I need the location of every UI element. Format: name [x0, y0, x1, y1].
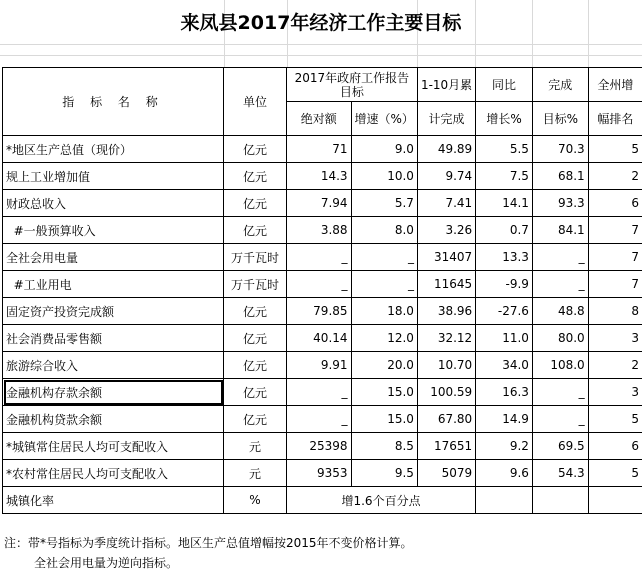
cell-yoy[interactable]: 16.3	[476, 379, 533, 406]
cell-ytd[interactable]: 3.26	[417, 217, 475, 244]
cell-yoy[interactable]: 0.7	[476, 217, 533, 244]
cell-ytd[interactable]: 32.12	[417, 325, 475, 352]
cell-unit[interactable]: 亿元	[224, 406, 287, 433]
cell-ytd[interactable]: 31407	[417, 244, 475, 271]
footnote-line-2: 全社会用电量为逆向指标。	[34, 556, 179, 570]
cell-yoy[interactable]: 34.0	[476, 352, 533, 379]
cell-name[interactable]: *城镇常住居民人均可支配收入	[3, 433, 224, 460]
cell-abs[interactable]: _	[286, 244, 351, 271]
cell-rank[interactable]: 3	[588, 325, 642, 352]
cell-done[interactable]: 108.0	[532, 352, 588, 379]
cell-growth[interactable]: 8.0	[351, 217, 417, 244]
cell-growth[interactable]: 9.5	[351, 460, 417, 487]
cell-abs[interactable]: 71	[286, 136, 351, 163]
header-ytd-top[interactable]: 1-10月累	[417, 68, 475, 102]
header-ytd-bottom[interactable]: 计完成	[417, 102, 475, 136]
cell-growth[interactable]: 12.0	[351, 325, 417, 352]
cell-growth[interactable]: 9.0	[351, 136, 417, 163]
cell-name[interactable]: #一般预算收入	[3, 217, 224, 244]
cell-growth[interactable]: 18.0	[351, 298, 417, 325]
footnote	[4, 533, 413, 573]
table-row	[3, 406, 642, 433]
table-row	[3, 298, 642, 325]
header-yoy-top[interactable]: 同比	[476, 68, 533, 102]
cell-name[interactable]: *农村常住居民人均可支配收入	[3, 460, 224, 487]
cell-rank[interactable]: 7	[588, 271, 642, 298]
urban-done[interactable]	[532, 487, 588, 514]
cell-name[interactable]: *地区生产总值（现价）	[3, 136, 224, 163]
cell-yoy[interactable]: 9.2	[476, 433, 533, 460]
header-rank-bottom[interactable]: 幅排名	[588, 102, 642, 136]
cell-name[interactable]: 全社会用电量	[3, 244, 224, 271]
table-row	[3, 352, 642, 379]
cell-unit[interactable]: 亿元	[224, 217, 287, 244]
table-row	[3, 190, 642, 217]
cell-done[interactable]: 80.0	[532, 325, 588, 352]
cell-done[interactable]: _	[532, 406, 588, 433]
cell-rank[interactable]: 5	[588, 136, 642, 163]
header-done-top[interactable]: 完成	[532, 68, 588, 102]
cell-abs[interactable]: 79.85	[286, 298, 351, 325]
cell-unit[interactable]: 亿元	[224, 379, 287, 406]
header-rank-top[interactable]: 全州增	[588, 68, 642, 102]
cell-abs[interactable]: 9353	[286, 460, 351, 487]
cell-abs[interactable]: 3.88	[286, 217, 351, 244]
data-rows	[3, 136, 642, 487]
urban-name[interactable]: 城镇化率	[3, 487, 224, 514]
cell-abs[interactable]: 40.14	[286, 325, 351, 352]
table-row	[3, 460, 642, 487]
cell-rank[interactable]: 6	[588, 433, 642, 460]
cell-unit[interactable]: 元	[224, 433, 287, 460]
cell-done[interactable]: _	[532, 271, 588, 298]
cell-rank[interactable]: 5	[588, 406, 642, 433]
footnote-line-1: 注：带*号指标为季度统计指标。地区生产总值增幅按2015年不变价格计算。	[4, 536, 413, 550]
table-row	[3, 379, 642, 406]
cell-unit[interactable]: 亿元	[224, 163, 287, 190]
cell-name[interactable]: 规上工业增加值	[3, 163, 224, 190]
cell-ytd[interactable]: 100.59	[417, 379, 475, 406]
sheet-title: 来凤县2017年经济工作主要目标	[180, 12, 462, 34]
cell-growth[interactable]: 20.0	[351, 352, 417, 379]
cell-name[interactable]: #工业用电	[3, 271, 224, 298]
header-indicator[interactable]: 指 标 名 称	[3, 68, 224, 136]
cell-growth[interactable]: 15.0	[351, 406, 417, 433]
cell-unit[interactable]: 亿元	[224, 136, 287, 163]
cell-done[interactable]: 69.5	[532, 433, 588, 460]
cell-name[interactable]: 旅游综合收入	[3, 352, 224, 379]
header-unit[interactable]: 单位	[224, 68, 287, 136]
cell-rank[interactable]: 8	[588, 298, 642, 325]
cell-name[interactable]: 社会消费品零售额	[3, 325, 224, 352]
cell-unit[interactable]: 万千瓦时	[224, 244, 287, 271]
cell-abs[interactable]: 7.94	[286, 190, 351, 217]
cell-growth[interactable]: _	[351, 244, 417, 271]
targets-table	[2, 67, 642, 514]
cell-name[interactable]: 财政总收入	[3, 190, 224, 217]
cell-unit[interactable]: 亿元	[224, 298, 287, 325]
cell-ytd[interactable]: 11645	[417, 271, 475, 298]
table-row	[3, 244, 642, 271]
cell-rank[interactable]: 2	[588, 352, 642, 379]
cell-name[interactable]: 固定资产投资完成额	[3, 298, 224, 325]
header-absolute[interactable]: 绝对额	[286, 102, 351, 136]
cell-unit[interactable]: 亿元	[224, 190, 287, 217]
cell-done[interactable]: 48.8	[532, 298, 588, 325]
cell-yoy[interactable]: 5.5	[476, 136, 533, 163]
cell-ytd[interactable]: 67.80	[417, 406, 475, 433]
header-growth[interactable]: 增速（%）	[351, 102, 417, 136]
cell-unit[interactable]: 亿元	[224, 325, 287, 352]
header-report-target[interactable]: 2017年政府工作报告目标	[286, 68, 417, 102]
cell-name[interactable]: 金融机构贷款余额	[3, 406, 224, 433]
cell-ytd[interactable]: 17651	[417, 433, 475, 460]
cell-growth[interactable]: 5.7	[351, 190, 417, 217]
urban-unit[interactable]: %	[224, 487, 287, 514]
cell-ytd[interactable]: 9.74	[417, 163, 475, 190]
cell-growth[interactable]: _	[351, 271, 417, 298]
cell-ytd[interactable]: 7.41	[417, 190, 475, 217]
cell-ytd[interactable]: 5079	[417, 460, 475, 487]
cell-done[interactable]: 54.3	[532, 460, 588, 487]
cell-abs[interactable]: 25398	[286, 433, 351, 460]
cell-ytd[interactable]: 38.96	[417, 298, 475, 325]
header-row-1	[3, 68, 642, 102]
cell-unit[interactable]: 万千瓦时	[224, 271, 287, 298]
cell-ytd[interactable]: 10.70	[417, 352, 475, 379]
cell-yoy[interactable]: 14.1	[476, 190, 533, 217]
cell-abs[interactable]: _	[286, 379, 351, 406]
cell-yoy[interactable]: -27.6	[476, 298, 533, 325]
table-row	[3, 136, 642, 163]
table-row	[3, 271, 642, 298]
table-row	[3, 433, 642, 460]
cell-ytd[interactable]: 49.89	[417, 136, 475, 163]
cell-growth[interactable]: 10.0	[351, 163, 417, 190]
urbanization-row	[3, 487, 642, 514]
cell-done[interactable]: 70.3	[532, 136, 588, 163]
cell-growth[interactable]: 8.5	[351, 433, 417, 460]
cell-abs[interactable]: _	[286, 271, 351, 298]
cell-rank[interactable]: 5	[588, 460, 642, 487]
cell-growth[interactable]: 15.0	[351, 379, 417, 406]
urban-yoy[interactable]	[476, 487, 533, 514]
cell-yoy[interactable]: -9.9	[476, 271, 533, 298]
cell-rank[interactable]: 3	[588, 379, 642, 406]
cell-yoy[interactable]: 9.6	[476, 460, 533, 487]
cell-rank[interactable]: 7	[588, 217, 642, 244]
cell-done[interactable]: 93.3	[532, 190, 588, 217]
cell-done[interactable]: 68.1	[532, 163, 588, 190]
cell-yoy[interactable]: 11.0	[476, 325, 533, 352]
table-row	[3, 217, 642, 244]
header-done-bottom[interactable]: 目标%	[532, 102, 588, 136]
cell-rank[interactable]: 2	[588, 163, 642, 190]
table-row	[3, 163, 642, 190]
cell-rank[interactable]: 6	[588, 190, 642, 217]
cell-abs[interactable]: _	[286, 406, 351, 433]
cell-done[interactable]: _	[532, 379, 588, 406]
cell-yoy[interactable]: 13.3	[476, 244, 533, 271]
cell-unit[interactable]: 亿元	[224, 352, 287, 379]
cell-unit[interactable]: 元	[224, 460, 287, 487]
cell-done[interactable]: _	[532, 244, 588, 271]
cell-abs[interactable]: 9.91	[286, 352, 351, 379]
cell-abs[interactable]: 14.3	[286, 163, 351, 190]
urban-rank[interactable]	[588, 487, 642, 514]
header-yoy-bottom[interactable]: 增长%	[476, 102, 533, 136]
cell-name[interactable]: 金融机构存款余额	[3, 379, 224, 406]
urban-merged[interactable]: 增1.6个百分点	[286, 487, 475, 514]
cell-rank[interactable]: 7	[588, 244, 642, 271]
cell-yoy[interactable]: 14.9	[476, 406, 533, 433]
table-row	[3, 325, 642, 352]
cell-done[interactable]: 84.1	[532, 217, 588, 244]
cell-yoy[interactable]: 7.5	[476, 163, 533, 190]
